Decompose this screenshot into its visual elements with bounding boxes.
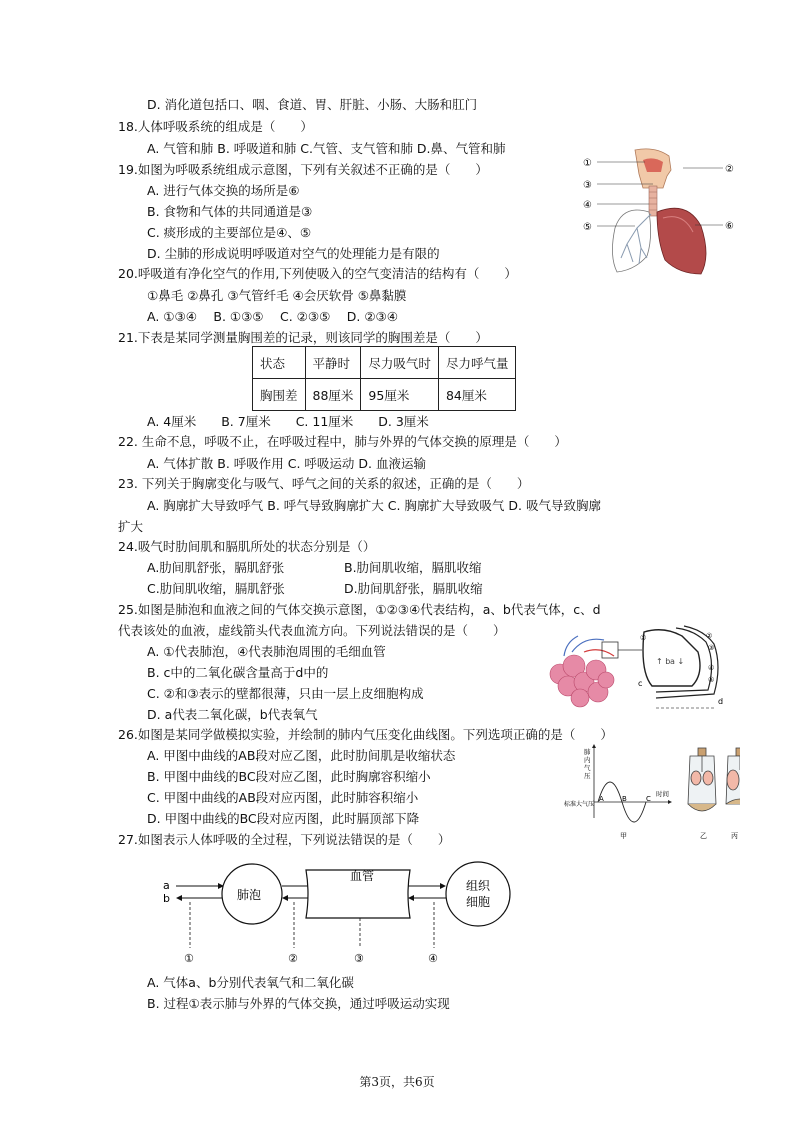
respiratory-system-figure [583, 148, 739, 276]
y-axis-label: 肺内气压 [584, 748, 591, 780]
label-3: ③ [583, 180, 592, 191]
q22-stem: 22. 生命不息，呼吸不止，在呼吸过程中，肺与外界的气体交换的原理是（ ） [118, 434, 567, 449]
q26-option-b: B. 甲图中曲线的BC段对应乙图，此时胸廓容积缩小 [147, 769, 431, 784]
caption-yi: 乙 [700, 832, 707, 840]
q24-option-d: D.肋间肌舒张，膈肌收缩 [344, 581, 483, 596]
q18-options: A. 气管和肺 B. 呼吸道和肺 C.气管、支气管和肺 D.鼻、气管和肺 [147, 141, 506, 156]
table-cell: 尽力呼气量 [438, 347, 516, 379]
label-3: ③ [708, 644, 715, 652]
q25-option-a: A. ①代表肺泡，④代表肺泡周围的毛细血管 [147, 644, 386, 659]
q19-option-a: A. 进行气体交换的场所是⑥ [147, 183, 300, 198]
point-c: C [646, 795, 651, 803]
caption-jia: 甲 [620, 832, 627, 840]
table-cell: 平静时 [305, 347, 361, 379]
q26-option-c: C. 甲图中曲线的AB段对应丙图，此时肺容积缩小 [147, 790, 419, 805]
step-3-label: ③ [354, 952, 364, 965]
q18-stem: 18.人体呼吸系统的组成是（ ） [118, 119, 313, 134]
q24-option-c: C.肋间肌收缩，膈肌舒张 [147, 581, 285, 596]
caption-bing: 丙 [731, 832, 738, 840]
lung-pressure-figure [564, 742, 740, 842]
table-header-row [253, 347, 516, 379]
q20-options: A. ①③④ B. ①③⑤ C. ②③⑤ D. ②③④ [147, 309, 398, 324]
q22-options: A. 气体扩散 B. 呼吸作用 C. 呼吸运动 D. 血液运输 [147, 456, 426, 471]
q25-stem-continued: 代表该处的血液，虚线箭头代表血流方向。下列说法错误的是（ ） [118, 623, 506, 638]
table-cell: 84厘米 [438, 379, 516, 411]
label-2: ② [706, 632, 713, 640]
q17-option-d: D. 消化道包括口、咽、食道、胃、肝脏、小肠、大肠和肛门 [147, 97, 478, 112]
label-1: ① [583, 158, 592, 169]
table-cell: 95厘米 [361, 379, 439, 411]
step-1-label: ① [184, 952, 194, 965]
q21-options: A. 4厘米 B. 7厘米 C. 11厘米 D. 3厘米 [147, 414, 429, 429]
q19-option-c: C. 痰形成的主要部位是④、⑤ [147, 225, 312, 240]
q23-stem: 23. 下列关于胸廓变化与吸气、呼气之间的关系的叙述，正确的是（ ） [118, 476, 530, 491]
q26-stem: 26.如图是某同学做模拟实验，并绘制的肺内气压变化曲线图。下列选项正确的是（ ） [118, 727, 613, 742]
q26-option-d: D. 甲图中曲线的BC段对应丙图，此时膈顶部下降 [147, 811, 420, 826]
label-d: d [718, 697, 724, 706]
q24-option-b: B.肋间肌收缩，膈肌收缩 [344, 560, 482, 575]
label-c: c [638, 679, 643, 688]
q20-stem: 20.呼吸道有净化空气的作用,下列使吸入的空气变清洁的结构有（ ） [118, 266, 517, 281]
step-4-label: ④ [428, 952, 438, 965]
table-cell: 状态 [253, 347, 306, 379]
q21-stem: 21.下表是某同学测量胸围差的记录，则该同学的胸围差是（ ） [118, 330, 488, 345]
q25-option-b: B. c中的二氧化碳含量高于d中的 [147, 665, 329, 680]
respiration-process-figure [160, 852, 520, 970]
label-2: ② [725, 164, 734, 175]
table-cell: 88厘米 [305, 379, 361, 411]
label-4: ④ [583, 200, 592, 211]
q27-option-a: A. 气体a、b分别代表氧气和二氧化碳 [147, 975, 354, 990]
x-axis-label: 时间 [656, 790, 669, 798]
q23-options: A. 胸廓扩大导致呼气 B. 呼气导致胸廓扩大 C. 胸廓扩大导致吸气 D. 吸气导致胸廓 [147, 498, 601, 513]
q27-option-b: B. 过程①表示肺与外界的气体交换，通过呼吸运动实现 [147, 996, 450, 1011]
q27-stem: 27.如图表示人体呼吸的全过程，下列说法错误的是（ ） [118, 832, 451, 847]
q24-option-a: A.肋间肌舒张，膈肌舒张 [147, 560, 285, 575]
label-4: ④ [708, 664, 715, 672]
label-6: ⑥ [725, 221, 734, 232]
table-cell: 胸围差 [253, 379, 306, 411]
q25-option-d: D. a代表二氧化碳，b代表氧气 [147, 707, 318, 722]
q24-stem: 24.吸气时肋间肌和膈肌所处的状态分别是（） [118, 539, 376, 554]
q19-option-d: D. 尘肺的形成说明呼吸道对空气的处理能力是有限的 [147, 246, 440, 261]
svg-text:a ↓: a ↓ [670, 657, 685, 666]
table-row [253, 379, 516, 411]
q19-stem: 19.如图为呼吸系统组成示意图，下列有关叙述不正确的是（ ） [118, 162, 488, 177]
tissue-cells-label: 组织 细胞 [466, 879, 491, 909]
vessel-label: 血管 [350, 869, 375, 883]
label-1: ① [640, 634, 647, 642]
point-b: B [622, 795, 627, 803]
gas-a-label: a [163, 879, 170, 892]
alveolus-label: 肺泡 [237, 888, 262, 902]
step-2-label: ② [288, 952, 298, 965]
svg-text:↑ b: ↑ b [656, 657, 671, 666]
alveolus-gas-exchange-figure [544, 622, 724, 720]
q23-options-continued: 扩大 [118, 519, 144, 534]
chest-measurement-table [252, 346, 516, 411]
point-a: A [599, 795, 604, 803]
q26-option-a: A. 甲图中曲线的AB段对应乙图，此时肋间肌是收缩状态 [147, 748, 456, 763]
q25-option-c: C. ②和③表示的壁都很薄，只由一层上皮细胞构成 [147, 686, 424, 701]
label-5: ⑤ [708, 676, 715, 684]
baseline-label: 标准大气压 [564, 801, 595, 808]
gas-b-label: b [163, 892, 170, 905]
table-cell: 尽力吸气时 [361, 347, 439, 379]
q20-items: ①鼻毛 ②鼻孔 ③气管纤毛 ④会厌软骨 ⑤鼻黏膜 [147, 288, 407, 303]
q25-stem: 25.如图是肺泡和血液之间的气体交换示意图，①②③④代表结构，a、b代表气体，c、d [118, 602, 601, 617]
label-5: ⑤ [583, 222, 592, 233]
q19-option-b: B. 食物和气体的共同通道是③ [147, 204, 313, 219]
page-footer: 第3页，共6页 [359, 1075, 435, 1089]
